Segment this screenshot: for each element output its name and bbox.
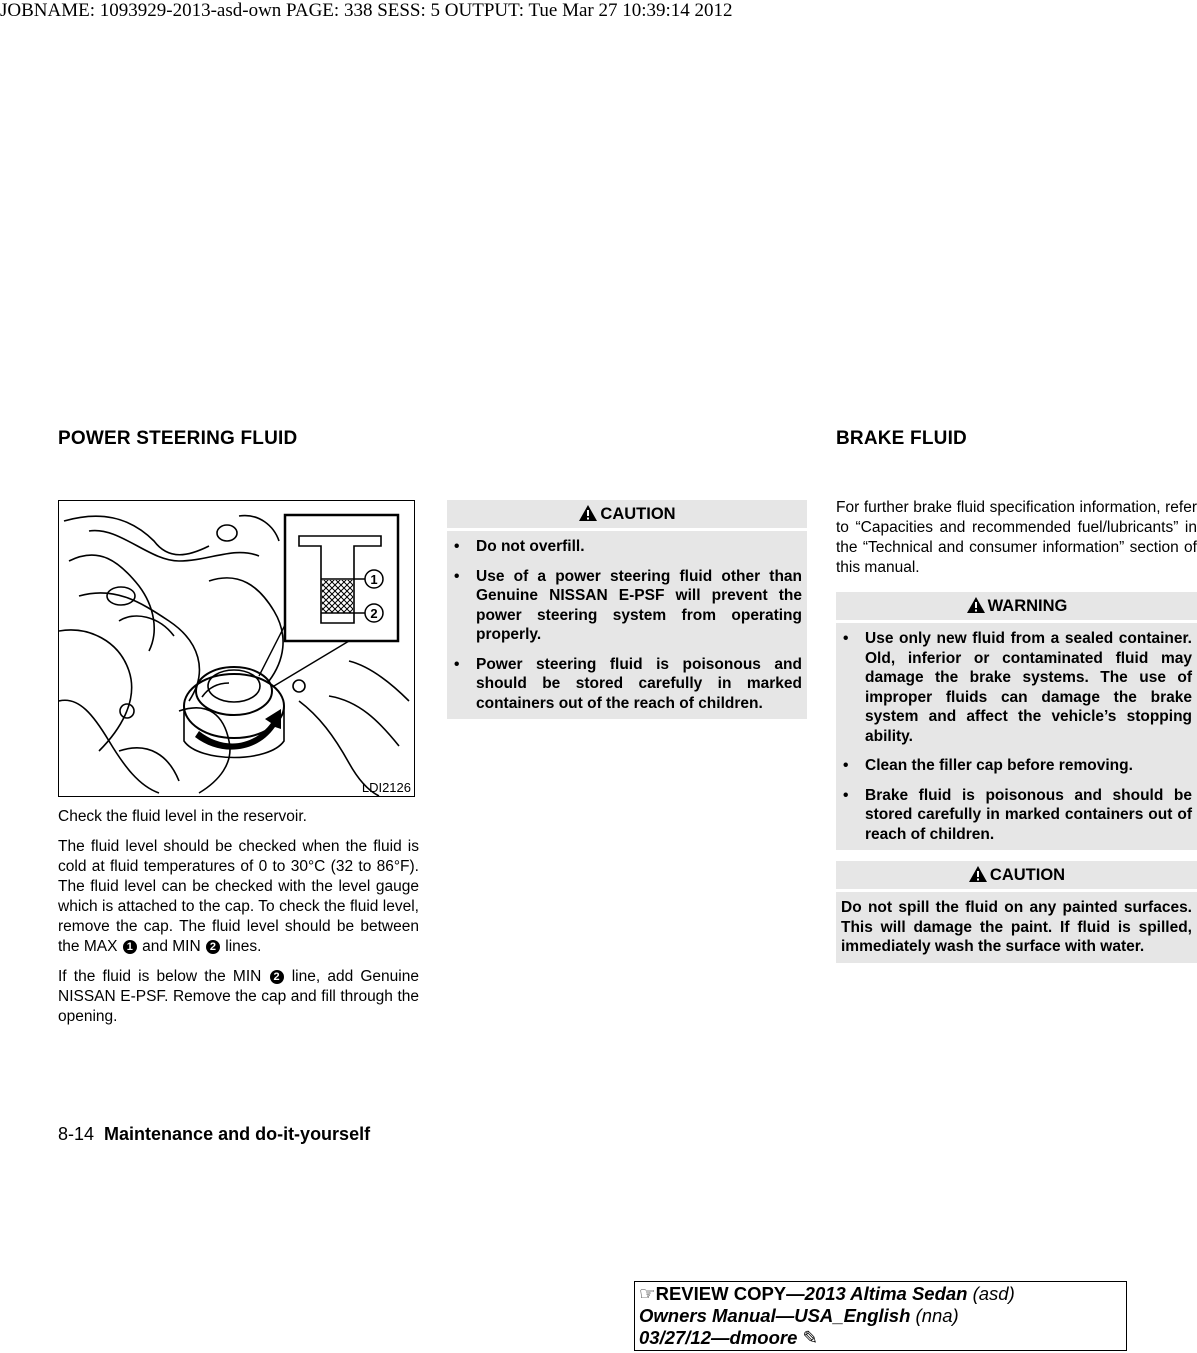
page-footer <box>58 1124 370 1145</box>
reservoir-figure <box>58 500 415 797</box>
review-copy-box <box>634 1281 1127 1351</box>
marker-min: 2 <box>270 970 284 984</box>
caution-heading: CAUTION <box>836 861 1197 892</box>
engine-illustration <box>59 501 414 796</box>
marker-max: 1 <box>123 940 137 954</box>
callout-1 <box>365 570 383 588</box>
marker-min: 2 <box>206 940 220 954</box>
brake-fluid-warning-box <box>836 592 1197 850</box>
svg-text:1: 1 <box>370 572 378 587</box>
brake-fluid-intro: For further brake fluid specification information, refer to “Capacities and recommended fuel/lubricants” in the “Technical and consumer information” section of this manual. <box>836 499 1197 576</box>
heading-power-steering-fluid: POWER STEERING FLUID <box>58 428 298 449</box>
callout-2 <box>365 604 383 622</box>
heading-brake-fluid: BRAKE FLUID <box>836 428 967 449</box>
warning-triangle-icon <box>966 596 986 614</box>
svg-text:2: 2 <box>370 606 378 621</box>
power-steering-caution-box <box>447 500 807 719</box>
caution-item: • Do not overfill. <box>454 538 585 555</box>
caution-heading: CAUTION <box>447 500 807 531</box>
paragraph-fluid-temperature: The fluid level should be checked when the fluid is cold at fluid temperatures of 0 to 30°C (32 to 86°F). The fluid level can be checked with the level gauge which is attached to the cap. To check the fluid level, remove the cap. The fluid level should be between the MAX 1 and MIN 2 lines. <box>58 838 419 955</box>
pointer-hand-icon: ☞ <box>639 1283 656 1304</box>
warning-triangle-icon <box>968 865 988 883</box>
job-header: JOBNAME: 1093929-2013-asd-own PAGE: 338 SESS: 5 OUTPUT: Tue Mar 27 10:39:14 2012 <box>0 0 733 21</box>
review-line-3: 03/27/12—dmoore ✎ <box>639 1327 819 1348</box>
pencil-icon: ✎ <box>802 1327 819 1348</box>
paragraph-add-fluid: If the fluid is below the MIN 2 line, add Genuine NISSAN E-PSF. Remove the cap and fill through the opening. <box>58 968 419 1025</box>
brake-fluid-caution-box <box>836 861 1197 963</box>
warning-item: • Use only new fluid from a sealed container. Old, inferior or contaminated fluid may damage the brake systems. The use of improper fluids can damage the brake system and affect the vehicle’s stopping ability. <box>843 630 1192 745</box>
paragraph-check-level: Check the fluid level in the reservoir. <box>58 808 307 825</box>
page-number: 8-14 <box>58 1124 95 1144</box>
power-steering-text <box>58 807 419 1037</box>
review-line-2: Owners Manual—USA_English (nna) <box>639 1305 959 1326</box>
caution-item: • Use of a power steering fluid other than Genuine NISSAN E-PSF will prevent the power steering system from operating properly. <box>454 567 802 643</box>
review-line-1: ☞REVIEW COPY—2013 Altima Sedan (asd) <box>639 1283 1015 1304</box>
warning-heading: WARNING <box>836 592 1197 623</box>
figure-code: LDI2126 <box>361 780 411 795</box>
warning-item: • Brake fluid is poisonous and should be stored carefully in marked containers out of reach of children. <box>843 786 1192 843</box>
warning-triangle-icon <box>578 504 598 522</box>
caution-text: Do not spill the fluid on any painted surfaces. This will damage the paint. If fluid is spilled, immediately wash the surface with water. <box>841 899 1192 955</box>
warning-item: • Clean the filler cap before removing. <box>843 757 1133 774</box>
footer-section-title: Maintenance and do-it-yourself <box>104 1124 371 1144</box>
caution-item: • Power steering fluid is poisonous and should be stored carefully in marked containers out of the reach of children. <box>454 655 802 712</box>
